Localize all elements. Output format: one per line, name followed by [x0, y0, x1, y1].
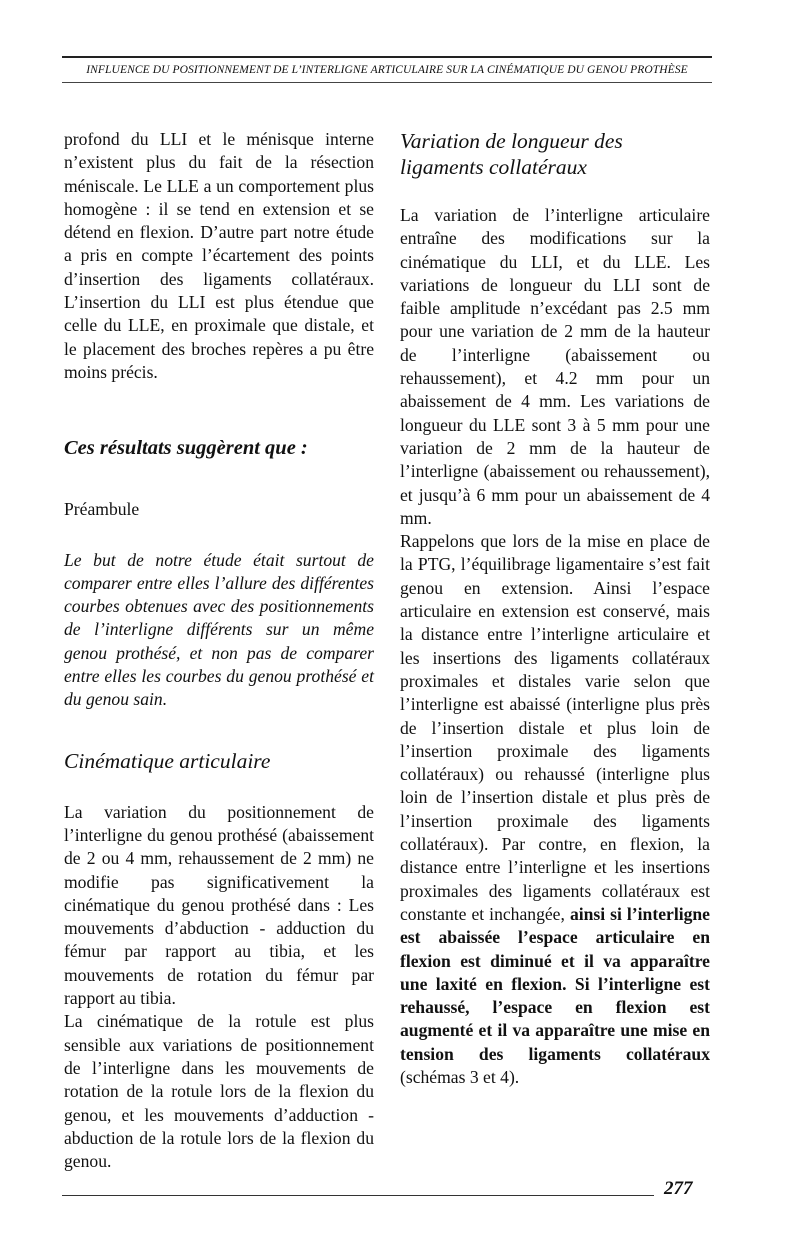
paragraph — [400, 530, 710, 1089]
paragraph: La cinématique de la rotule est plus sensible aux variations de positionnement de l’interligne dans les mouvements de rotation de la rotule lors de la flexion du genou, et les mouvements d’adduction - abduction de la rotule lors de la flexion du genou. — [64, 1011, 374, 1172]
section-heading: Variation de longueur des ligaments collatéraux — [400, 129, 623, 179]
paragraph: La variation de l’interligne articulaire entraîne des modifications sur la cinématique du LLI, et du LLE. Les variations de longueur du LLI sont de faible amplitude n’excédant pas 2.5 mm pour une variation de 2 mm de la hauteur de l’interligne (abaissement ou rehaussement), et 4.2 mm pour un abaissement de 4 mm. Les variations de longueur du LLE sont 3 à 5 mm pour une variation de 2 mm de la hauteur de l’interligne (abaissement ou rehaussement), et jusqu’à 6 mm pour un abaissement de 4 mm. — [400, 205, 710, 528]
header-top-rule — [62, 56, 712, 58]
preambule-paragraph: Le but de notre étude était surtout de comparer entre elles l’allure des différentes courbes obtenues avec des positionnements de l’interligne différents sur un même genou prothésé, et non pas de comparer entre elles les courbes du genou prothésé et du genou sain. — [64, 549, 374, 710]
right-column — [400, 128, 710, 1089]
page-number: 277 — [664, 1178, 693, 1199]
preambule-label: Préambule — [64, 499, 140, 520]
paragraph: profond du LLI et le ménisque interne n’existent plus du fait de la résection méniscale. Le LLE a un comportement plus homogène : il se tend en extension et se détend en flexion. D’autre part notre étude a pris en compte l’écartement des points d’insertion des ligaments collatéraux. L’insertion du LLI est plus étendue que celle du LLE, en proximale que distale, et le placement des broches repères a pu être moins précis. — [64, 129, 374, 382]
paragraph: La variation du positionnement de l’interligne du genou prothésé (abaissement de 2 ou 4 mm, rehaussement de 2 mm) ne modifie pas significativement la cinématique du genou prothésé dans : Les mouvements d’abduction - adduction du fémur par rapport au tibia, et les mouvements de rotation du fémur par rapport au tibia. — [64, 801, 374, 1009]
paragraph-text: (schémas 3 et 4). — [400, 1066, 520, 1087]
section-heading: Ces résultats suggèrent que : — [64, 437, 308, 460]
paragraph-text: Rappelons que lors de la mise en place de la PTG, l’équilibrage ligamentaire s’est fait genou en extension. Ainsi l’espace articulaire en extension est conservé, mais la distance entre l’interligne articulaire et les insertions des ligaments collatéraux proximales et distales varie selon que l’interligne est abaissé (interligne plus près de l’insertion distale et plus loin de l’insertion proximale des ligaments collatéraux) ou rehaussé (interligne plus loin de l’insertion distale et plus près de l’insertion proximale des ligaments collatéraux). Par contre, en flexion, la distance entre l’interligne et les insertions proximales des ligaments collatéraux est constante et inchangée, — [400, 531, 710, 924]
section-heading: Cinématique articulaire — [64, 748, 271, 773]
header-bottom-rule — [62, 82, 712, 83]
running-header: INFLUENCE DU POSITIONNEMENT DE L’INTERLIGNE ARTICULAIRE SUR LA CINÉMATIQUE DU GENOU PROTHÈSE — [86, 64, 688, 76]
footer-rule — [62, 1195, 654, 1196]
bold-text: ainsi si l’interligne est abaissée l’espace articulaire en flexion est diminué et il va apparaître une laxité en flexion. Si l’interligne est rehaussé, l’espace en flexion est augmenté et il va apparaître une mise en tension des ligaments collatéraux — [400, 903, 710, 1064]
left-column — [64, 128, 374, 1173]
